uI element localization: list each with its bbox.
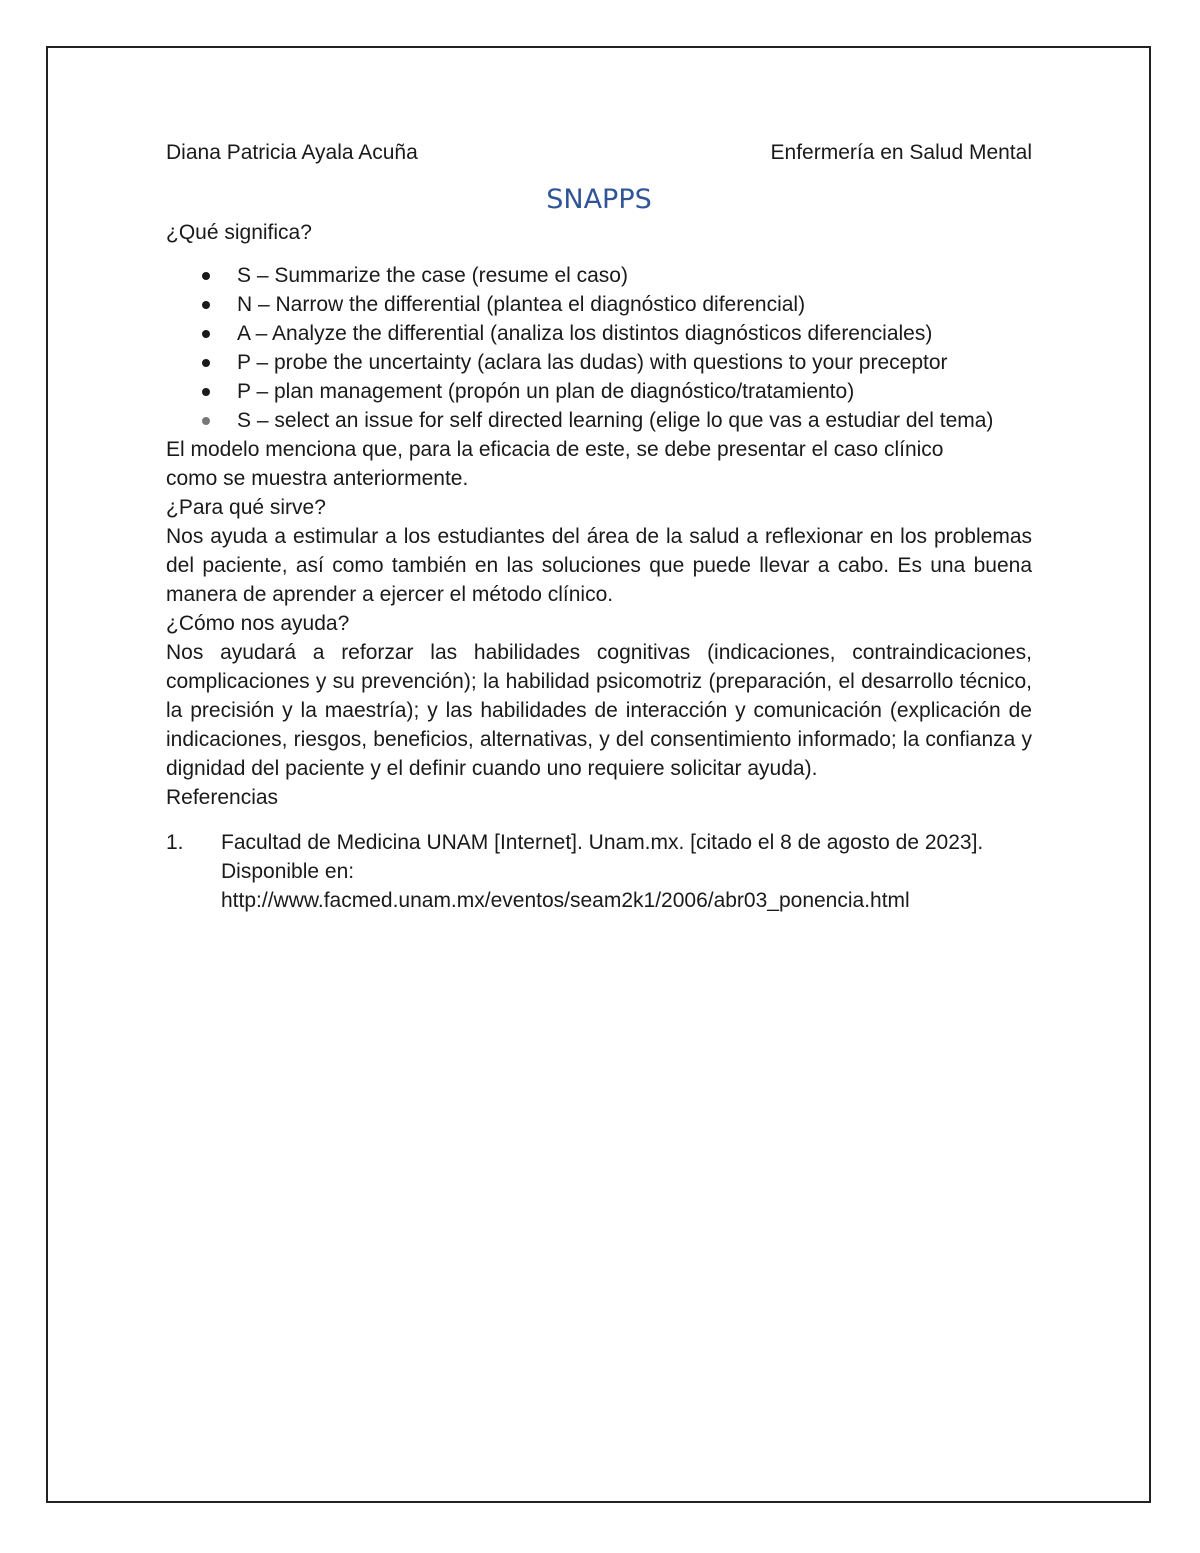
- references-heading: Referencias: [166, 786, 279, 809]
- list-item: [166, 377, 1032, 406]
- question-how: ¿Cómo nos ayuda?: [166, 612, 350, 635]
- bullet-icon: [202, 359, 210, 367]
- list-item-text: A – Analyze the differential (analiza los distintos diagnósticos diferenciales): [237, 322, 933, 345]
- how-answer: Nos ayudará a reforzar las habilidades cognitivas (indicaciones, contraindicaciones, complicaciones y su prevención); la habilidad psicomotriz (preparación, el desarrollo técnico, la precisión y la maestría); y las habilidades de interacción y comunicación (explicación de indicaciones, riesgos, beneficios, alternativas, y del consentimiento informado; la confianza y dignidad del paciente y el definir cuando uno requiere solicitar ayuda).: [166, 641, 1032, 780]
- reference-text: Facultad de Medicina UNAM [Internet]. Unam.mx. [citado el 8 de agosto de 2023]. Disponible en:: [221, 831, 984, 883]
- list-item: [166, 319, 1032, 348]
- list-item: [166, 406, 1032, 435]
- list-item: [166, 261, 1032, 290]
- document-title: SNAPPS: [546, 184, 652, 215]
- list-item-text: S – Summarize the case (resume el caso): [237, 264, 628, 287]
- snapps-list: [166, 261, 1032, 435]
- bullet-icon: [202, 417, 210, 425]
- reference-list: [166, 828, 1032, 915]
- question-meaning: ¿Qué significa?: [166, 221, 312, 244]
- bullet-icon: [202, 388, 210, 396]
- model-note: El modelo menciona que, para la eficacia de este, se debe presentar el caso clínico como se muestra anteriormente.: [166, 438, 944, 490]
- bullet-icon: [202, 301, 210, 309]
- question-purpose: ¿Para qué sirve?: [166, 496, 326, 519]
- reference-item: [166, 828, 1061, 915]
- list-item-text: N – Narrow the differential (plantea el diagnóstico diferencial): [237, 293, 806, 316]
- list-item: [166, 290, 1032, 319]
- bullet-icon: [202, 272, 210, 280]
- purpose-answer: Nos ayuda a estimular a los estudiantes del área de la salud a reflexionar en los problemas del paciente, así como también en las soluciones que puede llevar a cabo. Es una buena manera de aprender a ejercer el método clínico.: [166, 525, 1032, 606]
- document-header: [166, 138, 1032, 168]
- list-item-text: P – probe the uncertainty (aclara las dudas) with questions to your preceptor: [237, 351, 948, 374]
- bullet-icon: [202, 330, 210, 338]
- document-body: [166, 138, 1032, 915]
- list-item: [166, 348, 1032, 377]
- course-name: Enfermería en Salud Mental: [770, 141, 1032, 164]
- list-item-text: S – select an issue for self directed learning (elige lo que vas a estudiar del tema): [237, 409, 994, 432]
- reference-url[interactable]: http://www.facmed.unam.mx/eventos/seam2k1/2006/abr03_ponencia.html: [221, 889, 910, 912]
- author-name: Diana Patricia Ayala Acuña: [166, 141, 418, 164]
- reference-number: 1.: [166, 831, 184, 854]
- list-item-text: P – plan management (propón un plan de diagnóstico/tratamiento): [237, 380, 855, 403]
